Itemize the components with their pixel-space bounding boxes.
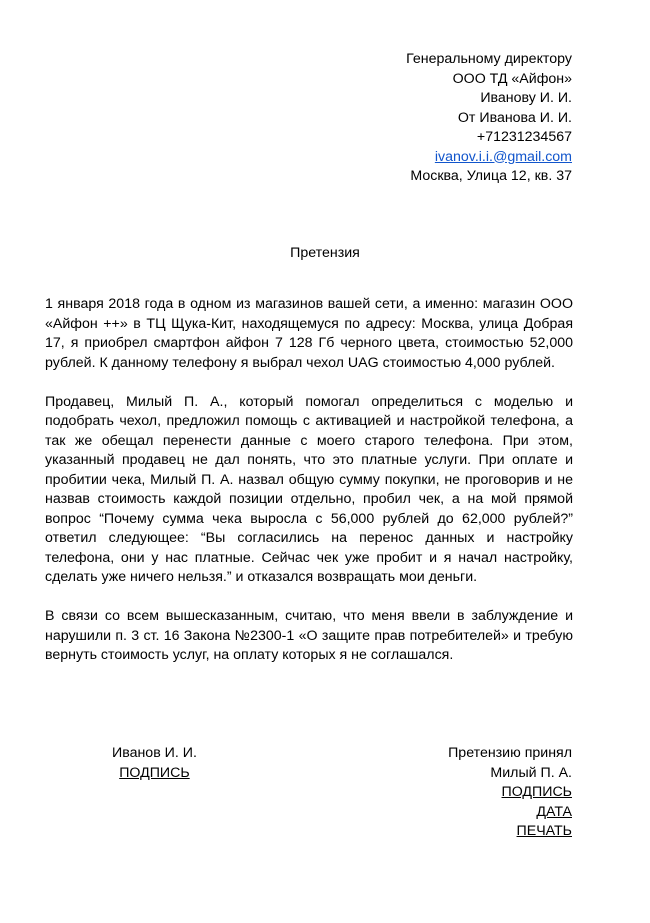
- sender-signature-block: [112, 744, 197, 783]
- claim-body: [45, 295, 573, 685]
- sender-signature-field: ПОДПИСЬ: [119, 764, 190, 781]
- receiver-signature-field: ПОДПИСЬ: [501, 784, 572, 800]
- addressee-block: [406, 50, 572, 187]
- addressee-company: ООО ТД «Айфон»: [452, 70, 572, 87]
- paragraph-purchase: 1 января 2018 года в одном из магазинов вашей сети, а именно: магазин ООО «Айфон ++» в ТЦ Щука-Кит, находящемуся по адресу: Москва, улица Добрая 17, я приобрел смартфон айфон 7 128 Гб черного цвета, стоимостью 52,000 рублей. К данному телефону я выбрал чехол UAG стоимостью 4,000 рублей.: [45, 296, 573, 371]
- addressee-name: Иванову И. И.: [480, 90, 572, 106]
- document-title: Претензия: [290, 245, 360, 261]
- receiver-accepted-label: Претензию принял: [448, 745, 572, 761]
- paragraph-seller: Продавец, Милый П. А., который помогал определиться с моделью и подобрать чехол, предложил помощь с активацией и настройкой телефона, а так же обещал перенести данные с моего старого телефона. При этом, указанный продавец не дал понять, что это платные услуги. При оплате и пробитии чека, Милый П. А. назвал общую сумму покупки, не проговорив и не назвав стоимость каждой позиции отдельно, пробил чек, а на мой прямой вопрос “Почему сумма чека выросла с 56,000 рублей до 62,000 рублей?” ответил следующее: “Вы согласились на перенос данных и настройку телефона, они у нас платные. Сейчас чек уже пробит и я начал настройку, сделать уже ничего нельзя.” и отказался возвращать мои деньги.: [45, 393, 573, 585]
- receiver-name: Милый П. А.: [490, 764, 572, 781]
- receiver-date-field: ДАТА: [536, 803, 572, 820]
- sender-email-link[interactable]: ivanov.i.i.@gmail.com: [434, 148, 572, 165]
- addressee-position: Генеральному директору: [406, 51, 572, 67]
- sender-signature-name: Иванов И. И.: [112, 745, 197, 761]
- sender-address: Москва, Улица 12, кв. 37: [410, 168, 572, 184]
- sender-name: От Иванова И. И.: [457, 109, 572, 126]
- receiver-stamp-field: ПЕЧАТЬ: [516, 823, 572, 839]
- paragraph-demand: В связи со всем вышесказанным, считаю, что меня ввели в заблуждение и нарушили п. 3 ст. 16 Закона №2300-1 «О защите прав потребителей» и требую вернуть стоимость услуг, на оплату которых я не соглашался.: [45, 608, 573, 663]
- sender-phone: +71231234567: [476, 129, 572, 145]
- receiver-signature-block: [448, 744, 572, 842]
